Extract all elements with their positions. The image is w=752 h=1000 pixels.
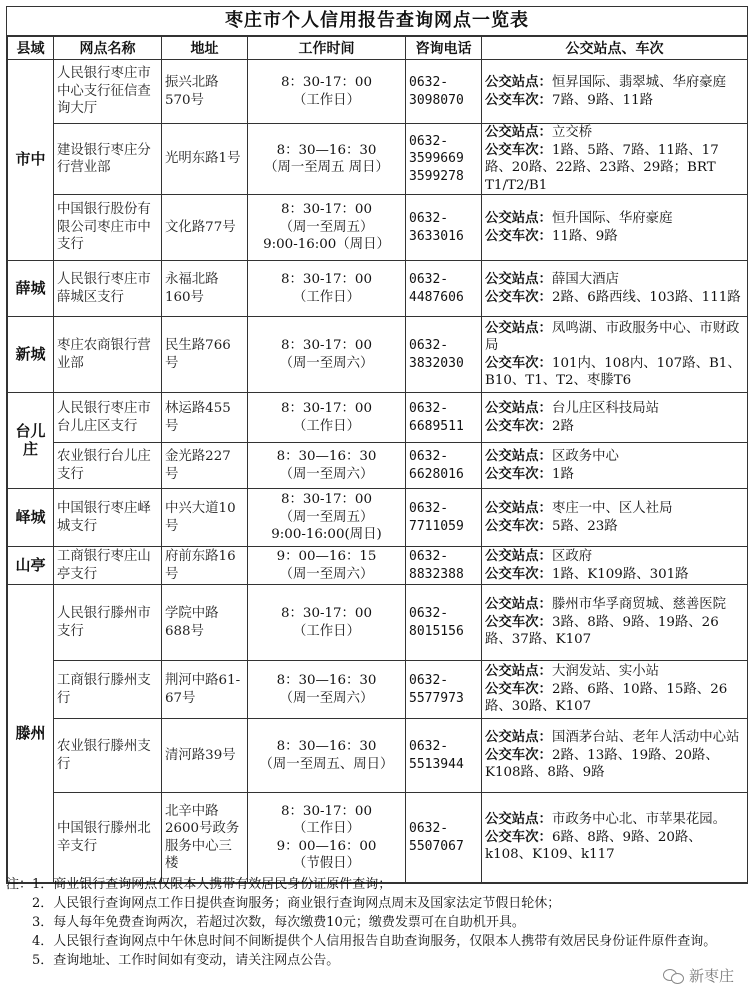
table-row	[8, 793, 748, 883]
phone-line: 0632-	[409, 133, 449, 149]
bus-stop-value: 凤鸣湖、市政服务中心、市财政局	[485, 320, 740, 353]
bus-stop-label: 公交站点：	[485, 663, 552, 680]
bus-stop-label: 公交站点：	[485, 124, 552, 140]
bus-stop-label: 公交站点：	[485, 448, 552, 464]
address-cell: 金光路227号	[162, 443, 248, 489]
bus-stop-label: 公交站点：	[485, 319, 552, 336]
phone-cell	[406, 261, 482, 317]
table-row	[8, 489, 748, 547]
header-phone: 咨询电话	[406, 37, 482, 60]
bus-routes	[485, 566, 744, 584]
hours-line: 8：30-17：00	[281, 202, 372, 218]
bus-stops	[485, 74, 744, 92]
phone-cell	[406, 60, 482, 124]
note-item: 3．每人每年免费查询两次，若超过次数，每次缴费10元；缴费发票可在自助机开具。	[32, 915, 525, 930]
bus-route-label: 公交车次：	[485, 465, 552, 482]
bus-routes	[485, 681, 744, 716]
bus-stop-value: 市政务中心北、市苹果花园。	[551, 812, 727, 828]
header-branch: 网点名称	[54, 37, 162, 60]
bus-route-value: 3路、8路、9路、19路、26路、37路、K107	[485, 614, 719, 648]
phone-cell	[406, 393, 482, 443]
hours-line: 8：30—16：30	[276, 673, 377, 688]
phone-line: 0632-	[409, 821, 449, 836]
phone-line: 6689511	[409, 418, 464, 434]
table-row	[8, 547, 748, 585]
phone-line: 0632-	[409, 549, 449, 564]
phone-line: 8015156	[409, 623, 464, 639]
bus-stop-value: 枣庄一中、区人社局	[551, 501, 673, 516]
phone-line: 3599669	[409, 151, 464, 167]
phone-line: 6628016	[409, 466, 464, 482]
phone-cell	[406, 719, 482, 793]
bus-stops	[485, 448, 744, 466]
table-body	[8, 60, 748, 883]
bus-stops	[485, 663, 744, 681]
bus-route-label: 公交车次：	[485, 680, 552, 697]
hours-line: （工作日）	[293, 289, 360, 305]
bus-route-value: 1路、K109路、301路	[551, 566, 689, 582]
bus-stop-label: 公交站点：	[485, 74, 552, 90]
note-item: 注：1．商业银行查询网点仅限本人携带有效居民身份证原件查询；	[6, 877, 392, 892]
branch-name-cell: 农业银行台儿庄支行	[54, 443, 162, 489]
watermark	[663, 965, 734, 986]
phone-line: 0632-	[409, 501, 449, 516]
hours-line: 9：00—16：00	[276, 838, 377, 854]
bus-stop-label: 公交站点：	[485, 596, 552, 613]
county-cell: 山亭	[8, 547, 54, 585]
phone-line: 5513944	[409, 756, 464, 772]
bus-stops	[485, 548, 744, 566]
bus-routes	[485, 614, 744, 649]
hours-line: （工作日）	[293, 92, 360, 108]
outlet-table	[7, 36, 748, 883]
table-row	[8, 393, 748, 443]
address-cell: 北辛中路2600号政务服务中心三楼	[162, 793, 248, 883]
table-row	[8, 585, 748, 661]
hours-cell	[248, 60, 406, 124]
hours-line: 9:00-16:00（周日）	[263, 237, 390, 253]
phone-cell	[406, 547, 482, 585]
bus-cell	[482, 585, 748, 661]
bus-route-value: 2路、6路西线、103路、111路	[551, 289, 741, 305]
phone-cell	[406, 124, 482, 195]
address-cell: 文化路77号	[162, 195, 248, 261]
branch-name-cell: 人民银行枣庄市薛城区支行	[54, 261, 162, 317]
bus-stop-label: 公交站点：	[485, 400, 552, 416]
phone-cell	[406, 793, 482, 883]
phone-cell	[406, 661, 482, 719]
wechat-icon	[663, 968, 685, 984]
bus-stop-label: 公交站点：	[485, 210, 552, 226]
phone-line: 5507067	[409, 838, 464, 854]
header-county: 县域	[8, 37, 54, 60]
bus-stops	[485, 500, 744, 518]
table-row	[8, 661, 748, 719]
hours-line: 8：30—16：30	[276, 449, 377, 464]
bus-route-value: 2路	[551, 418, 574, 434]
bus-stop-label: 公交站点：	[485, 729, 552, 746]
bus-route-label: 公交车次：	[485, 565, 552, 582]
hours-line: 8：30-17：00	[281, 272, 372, 287]
bus-stops	[485, 729, 744, 747]
table-row	[8, 195, 748, 261]
bus-route-label: 公交车次：	[485, 227, 552, 244]
table-row	[8, 124, 748, 195]
note-item: 2．人民银行查询网点工作日提供查询服务；商业银行查询网点周末及国家法定节假日轮休；	[32, 896, 561, 911]
bus-cell	[482, 60, 748, 124]
hours-line: 8：30—16：30	[276, 142, 377, 158]
bus-routes	[485, 92, 744, 110]
bus-cell	[482, 393, 748, 443]
phone-line: 0632-	[409, 401, 449, 416]
bus-route-label: 公交车次：	[485, 288, 552, 305]
hours-line: （周一至周六）	[279, 355, 374, 371]
branch-name-cell: 工商银行滕州支行	[54, 661, 162, 719]
hours-cell	[248, 443, 406, 489]
county-cell: 台儿庄	[8, 393, 54, 489]
hours-cell	[248, 661, 406, 719]
address-cell: 荆河中路61-67号	[162, 661, 248, 719]
branch-name-cell: 中国银行滕州北辛支行	[54, 793, 162, 883]
bus-cell	[482, 547, 748, 585]
bus-stop-value: 大润发站、实小站	[551, 664, 660, 680]
hours-line: （周一至周六）	[279, 466, 374, 482]
bus-route-label: 公交车次：	[485, 91, 552, 108]
hours-line: （周一至周五）	[279, 219, 374, 235]
bus-cell	[482, 719, 748, 793]
address-cell: 府前东路16号	[162, 547, 248, 585]
branch-name-cell: 人民银行枣庄市中心支行征信查询大厅	[54, 60, 162, 124]
phone-line: 0632-	[409, 338, 449, 353]
bus-route-label: 公交车次：	[485, 613, 552, 630]
hours-line: （工作日）	[293, 821, 360, 836]
hours-line: 8：30-17：00	[281, 338, 372, 353]
bus-stop-value: 台儿庄区科技局站	[551, 401, 660, 416]
phone-line: 0632-	[409, 606, 449, 621]
hours-cell	[248, 585, 406, 661]
bus-route-value: 1路、5路、7路、11路、17路、20路、22路、23路、29路；BRT T1/T2/B1	[485, 142, 719, 193]
table-row	[8, 261, 748, 317]
bus-route-value: 2路、6路、10路、15路、26路、30路、K107	[485, 681, 728, 715]
bus-route-label: 公交车次：	[485, 141, 552, 158]
phone-line: 0632-	[409, 75, 449, 90]
phone-line: 0632-	[409, 211, 449, 226]
bus-stop-label: 公交站点：	[485, 548, 552, 564]
hours-line: 8：30-17：00	[281, 401, 372, 416]
phone-cell	[406, 489, 482, 547]
phone-cell	[406, 443, 482, 489]
hours-line: （工作日）	[293, 418, 360, 434]
bus-stops	[485, 210, 744, 228]
hours-line: 8：30-17：00	[281, 492, 372, 508]
hours-cell	[248, 793, 406, 883]
branch-name-cell: 建设银行枣庄分行营业部	[54, 124, 162, 195]
branch-name-cell: 中国银行枣庄峄城支行	[54, 489, 162, 547]
hours-cell	[248, 124, 406, 195]
branch-name-cell: 枣庄农商银行营业部	[54, 317, 162, 393]
bus-stop-value: 恒升国际、华府豪庭	[551, 211, 673, 226]
bus-route-value: 6路、8路、9路、20路、k108、K109、k117	[485, 829, 702, 863]
bus-stops	[485, 271, 744, 289]
hours-cell	[248, 195, 406, 261]
branch-name-cell: 人民银行枣庄市台儿庄区支行	[54, 393, 162, 443]
bus-route-label: 公交车次：	[485, 354, 552, 371]
bus-routes	[485, 355, 744, 390]
bus-stops	[485, 596, 744, 614]
hours-line: 8：30-17：00	[281, 606, 372, 621]
bus-cell	[482, 661, 748, 719]
header-bus: 公交站点、车次	[482, 37, 748, 60]
notes-section	[6, 875, 746, 970]
phone-line: 5577973	[409, 690, 464, 706]
county-cell: 滕州	[8, 585, 54, 883]
bus-stop-value: 立交桥	[551, 125, 593, 140]
header-address: 地址	[162, 37, 248, 60]
phone-line: 3832030	[409, 355, 464, 371]
watermark-text: 新枣庄	[688, 967, 734, 985]
bus-routes	[485, 747, 744, 782]
bus-route-label: 公交车次：	[485, 517, 552, 534]
hours-line: （周一至周五）	[279, 509, 374, 525]
phone-line: 8832388	[409, 566, 464, 582]
bus-routes	[485, 142, 744, 195]
credit-report-outlet-sheet	[6, 6, 748, 884]
phone-line: 7711059	[409, 518, 464, 534]
phone-cell	[406, 195, 482, 261]
hours-line: （周一至周六）	[279, 566, 374, 582]
bus-cell	[482, 793, 748, 883]
bus-stop-value: 国酒茅台站、老年人活动中心站	[551, 730, 740, 746]
header-hours: 工作时间	[248, 37, 406, 60]
bus-routes	[485, 518, 744, 536]
bus-stops	[485, 400, 744, 418]
hours-line: （工作日）	[293, 623, 360, 639]
hours-line: （周一至周六）	[279, 690, 374, 706]
address-cell: 林运路455号	[162, 393, 248, 443]
table-row	[8, 317, 748, 393]
county-cell: 峄城	[8, 489, 54, 547]
bus-cell	[482, 443, 748, 489]
hours-line: 8：30—16：30	[276, 739, 377, 754]
address-cell: 民生路766号	[162, 317, 248, 393]
hours-cell	[248, 261, 406, 317]
bus-stop-label: 公交站点：	[485, 271, 552, 287]
branch-name-cell: 人民银行滕州市支行	[54, 585, 162, 661]
hours-cell	[248, 317, 406, 393]
page-title: 枣庄市个人信用报告查询网点一览表	[7, 7, 747, 36]
phone-line: 0632-	[409, 272, 449, 287]
bus-route-value: 101内、108内、107路、B1、B10、T1、T2、枣滕T6	[485, 355, 741, 388]
bus-route-label: 公交车次：	[485, 828, 552, 845]
note-item: 4．人民银行查询网点中午休息时间不间断提供个人信用报告自助查询服务，仅限本人携带有效居民身份证件原件查询。	[32, 934, 717, 949]
hours-cell	[248, 489, 406, 547]
bus-stop-value: 恒昇国际、翡翠城、华府豪庭	[551, 75, 727, 90]
bus-route-label: 公交车次：	[485, 417, 552, 434]
bus-route-value: 1路	[551, 466, 574, 482]
bus-routes	[485, 466, 744, 484]
table-row	[8, 719, 748, 793]
bus-route-value: 5路、23路	[551, 518, 618, 534]
phone-line: 3633016	[409, 228, 464, 244]
bus-routes	[485, 829, 744, 864]
table-row	[8, 60, 748, 124]
address-cell: 中兴大道10号	[162, 489, 248, 547]
branch-name-cell: 中国银行股份有限公司枣庄市中支行	[54, 195, 162, 261]
table-header-row	[8, 37, 748, 60]
address-cell: 振兴北路570号	[162, 60, 248, 124]
bus-routes	[485, 418, 744, 436]
bus-routes	[485, 289, 744, 307]
address-cell: 学院中路688号	[162, 585, 248, 661]
branch-name-cell: 工商银行枣庄山亭支行	[54, 547, 162, 585]
county-cell: 薛城	[8, 261, 54, 317]
address-cell: 永福北路160号	[162, 261, 248, 317]
hours-line: （周一至周五 周日）	[264, 160, 389, 175]
hours-line: （周一至周五、周日）	[259, 756, 394, 772]
bus-stop-label: 公交站点：	[485, 500, 552, 516]
note-item: 5．查询地址、工作时间如有变动，请关注网点公告。	[32, 953, 340, 968]
bus-cell	[482, 195, 748, 261]
hours-line: 9：00—16：15	[276, 549, 377, 564]
phone-line: 3098070	[409, 92, 464, 108]
bus-stops	[485, 811, 744, 829]
hours-line: （节假日）	[293, 856, 360, 871]
bus-stops	[485, 124, 744, 142]
hours-cell	[248, 547, 406, 585]
phone-cell	[406, 585, 482, 661]
bus-cell	[482, 317, 748, 393]
bus-cell	[482, 261, 748, 317]
bus-route-value: 7路、9路、11路	[551, 92, 653, 108]
bus-route-value: 11路、9路	[551, 228, 618, 244]
bus-stop-value: 区政府	[551, 549, 593, 564]
table-row	[8, 443, 748, 489]
phone-line: 0632-	[409, 739, 449, 754]
address-cell: 清河路39号	[162, 719, 248, 793]
bus-route-label: 公交车次：	[485, 746, 552, 763]
bus-stops	[485, 320, 744, 355]
bus-routes	[485, 228, 744, 246]
hours-line: 8：30-17：00	[281, 75, 372, 90]
phone-cell	[406, 317, 482, 393]
bus-stop-label: 公交站点：	[485, 811, 552, 828]
hours-line: 9:00-16:00(周日)	[271, 527, 382, 543]
bus-route-value: 2路、13路、19路、20路、K108路、8路、9路	[485, 747, 719, 781]
branch-name-cell: 农业银行滕州支行	[54, 719, 162, 793]
address-cell: 光明东路1号	[162, 124, 248, 195]
phone-line: 4487606	[409, 289, 464, 305]
bus-stop-value: 薛国大酒店	[551, 272, 619, 287]
phone-line: 3599278	[409, 168, 464, 184]
hours-line: 8：30-17：00	[281, 803, 372, 819]
county-cell: 市中	[8, 60, 54, 261]
bus-stop-value: 滕州市华孚商贸城、慈善医院	[551, 597, 727, 613]
bus-stop-value: 区政务中心	[551, 449, 619, 464]
bus-cell	[482, 124, 748, 195]
bus-cell	[482, 489, 748, 547]
hours-cell	[248, 719, 406, 793]
county-cell: 新城	[8, 317, 54, 393]
phone-line: 0632-	[409, 449, 449, 464]
hours-cell	[248, 393, 406, 443]
phone-line: 0632-	[409, 673, 449, 688]
